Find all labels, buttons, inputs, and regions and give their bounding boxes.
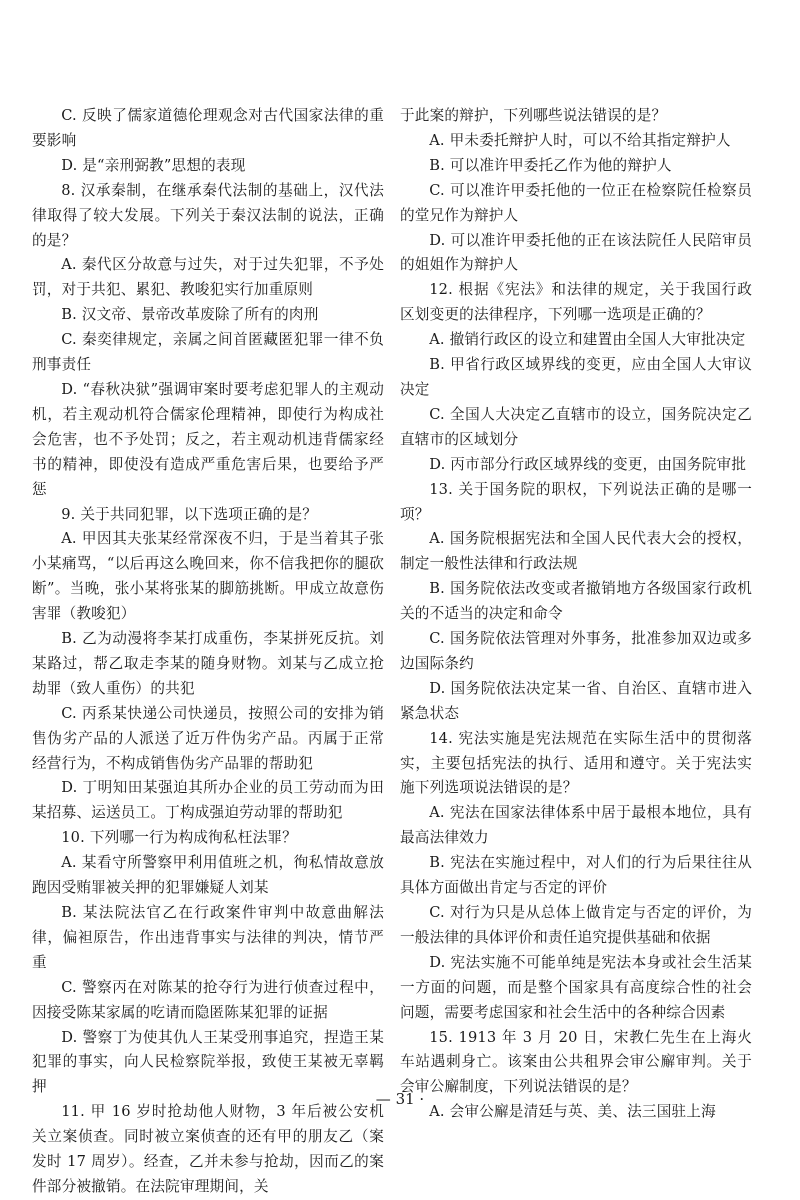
left-column <box>32 104 384 1200</box>
option: B. 甲省行政区域界线的变更，应由全国人大审议决定 <box>400 356 752 398</box>
option: C. 秦奕律规定，亲属之间首匿藏匿犯罪一律不负刑事责任 <box>32 331 384 374</box>
question-13: 13. 关于国务院的职权，下列说法正确的是哪一项？ <box>400 480 752 523</box>
question-10: 10. 下列哪一行为构成徇私枉法罪？ <box>61 829 297 847</box>
option: C. 丙系某快递公司快递员，按照公司的安排为销售伪劣产品的人派送了近万件伪劣产品。丙属于正常经营行为，不构成销售伪劣产品罪的帮助犯 <box>32 704 384 772</box>
option: B. 汉文帝、景帝改革废除了所有的肉刑 <box>61 306 319 324</box>
option: A. 撤销行政区的设立和建置由全国人大审批决定 <box>429 331 746 349</box>
question-14: 14. 宪法实施是宪法规范在实际生活中的贯彻落实，主要包括宪法的执行、适用和遵守。关于宪法实施下列选项说法错误的是？ <box>400 729 752 797</box>
option: D. 可以准许甲委托他的正在该法院任人民陪审员的姐姐作为辩护人 <box>400 231 752 274</box>
option: A. 国务院根据宪法和全国人民代表大会的授权，制定一般性法律和行政法规 <box>400 530 752 573</box>
question-11: 11. 甲 16 岁时抢劫他人财物，3 年后被公安机关立案侦查。同时被立案侦查的还有甲的朋友乙（案发时 17 周岁）。经查，乙并未参与抢劫，因而乙的案件部分被撤销。在法院审理期间，关 <box>32 1103 384 1195</box>
option: C. 警察丙在对陈某的抢夺行为进行侦查过程中，因接受陈某家属的吃请而隐匿陈某犯罪的证据 <box>32 978 384 1021</box>
question-15: 15. 1913 年 3 月 20 日，宋教仁先生在上海火车站遇刺身亡。该案由公共租界会审公廨审判。关于会审公廨制度，下列说法错误的是？ <box>400 1028 752 1096</box>
option: B. 宪法在实施过程中，对人们的行为后果往往从具体方面做出肯定与否定的评价 <box>400 854 752 897</box>
option: A. 甲因其夫张某经常深夜不归，于是当着其子张小某痛骂，“以后再这么晚回来，你不信我把你的腿砍断”。当晚，张小某将张某的脚筋挑断。甲成立故意伤害罪（教唆犯） <box>32 530 384 623</box>
option: C. 全国人大决定乙直辖市的设立，国务院决定乙直辖市的区域划分 <box>400 405 752 448</box>
option: D. “春秋决狱”强调审案时要考虑犯罪人的主观动机，若主观动机符合儒家伦理精神，即使行为构成社会危害，也不予处罚；反之，若主观动机违背儒家经书的精神，即使没有造成严重危害后果，也要给予严惩 <box>32 380 384 498</box>
option: B. 可以准许甲委托乙作为他的辩护人 <box>429 156 672 174</box>
option: A. 甲未委托辩护人时，可以不给其指定辩护人 <box>429 131 731 149</box>
option: D. 丁明知田某强迫其所办企业的员工劳动而为田某招募、运送员工。丁构成强迫劳动罪的帮助犯 <box>32 779 384 822</box>
paragraph-continued: 于此案的辩护，下列哪些说法错误的是？ <box>400 107 667 124</box>
right-column <box>400 104 752 1125</box>
option: B. 某法院法官乙在行政案件审判中故意曲解法律，偏袒原告，作出违背事实与法律的判决，情节严重 <box>32 904 384 971</box>
option: D. 警察丁为使其仇人王某受刑事追究，捏造王某犯罪的事实，向人民检察院举报，致使王某被无辜羁押 <box>32 1028 384 1096</box>
option: A. 宪法在国家法律体系中居于最根本地位，具有最高法律效力 <box>400 804 752 847</box>
option: B. 乙为动漫将李某打成重伤，李某拼死反抗。刘某路过，帮乙取走李某的随身财物。刘某与乙成立抢劫罪（致人重伤）的共犯 <box>32 630 384 697</box>
paragraph: D. 是“亲刑弼教”思想的表现 <box>61 156 246 174</box>
option: C. 国务院依法管理对外事务，批准参加双边或多边国际条约 <box>400 630 752 672</box>
option: C. 可以准许甲委托他的一位正在检察院任检察员的堂兄作为辩护人 <box>400 181 752 224</box>
option: A. 会审公廨是清廷与英、美、法三国驻上海 <box>429 1103 716 1121</box>
option: D. 宪法实施不可能单纯是宪法本身或社会生活某一方面的问题，而是整个国家具有高度综合性的社会问题，需要考虑国家和社会生活中的各种综合因素 <box>400 953 752 1021</box>
question-12: 12. 根据《宪法》和法律的规定，关于我国行政区划变更的法律程序，下列哪一选项是正确的？ <box>400 281 752 324</box>
page-number: — 31 · <box>375 1090 425 1108</box>
option: D. 国务院依法决定某一省、自治区、直辖市进入紧急状态 <box>400 679 752 722</box>
option: B. 国务院依法改变或者撤销地方各级国家行政机关的不适当的决定和命令 <box>400 580 752 623</box>
option: C. 对行为只是从总体上做肯定与否定的评价，为一般法律的具体评价和责任追究提供基础和依据 <box>400 904 752 946</box>
option: D. 丙市部分行政区域界线的变更，由国务院审批 <box>429 455 747 473</box>
option: A. 某看守所警察甲利用值班之机，徇私情故意放跑因受贿罪被关押的犯罪嫌疑人刘某 <box>32 854 384 897</box>
question-8: 8. 汉承秦制，在继承秦代法制的基础上，汉代法律取得了较大发展。下列关于秦汉法制的说法，正确的是？ <box>32 181 384 249</box>
question-9: 9. 关于共同犯罪，以下选项正确的是？ <box>61 505 318 523</box>
option: A. 秦代区分故意与过失，对于过失犯罪，不予处罚，对于共犯、累犯、教唆犯实行加重原则 <box>32 256 384 299</box>
paragraph: C. 反映了儒家道德伦理观念对古代国家法律的重要影响 <box>32 107 384 149</box>
